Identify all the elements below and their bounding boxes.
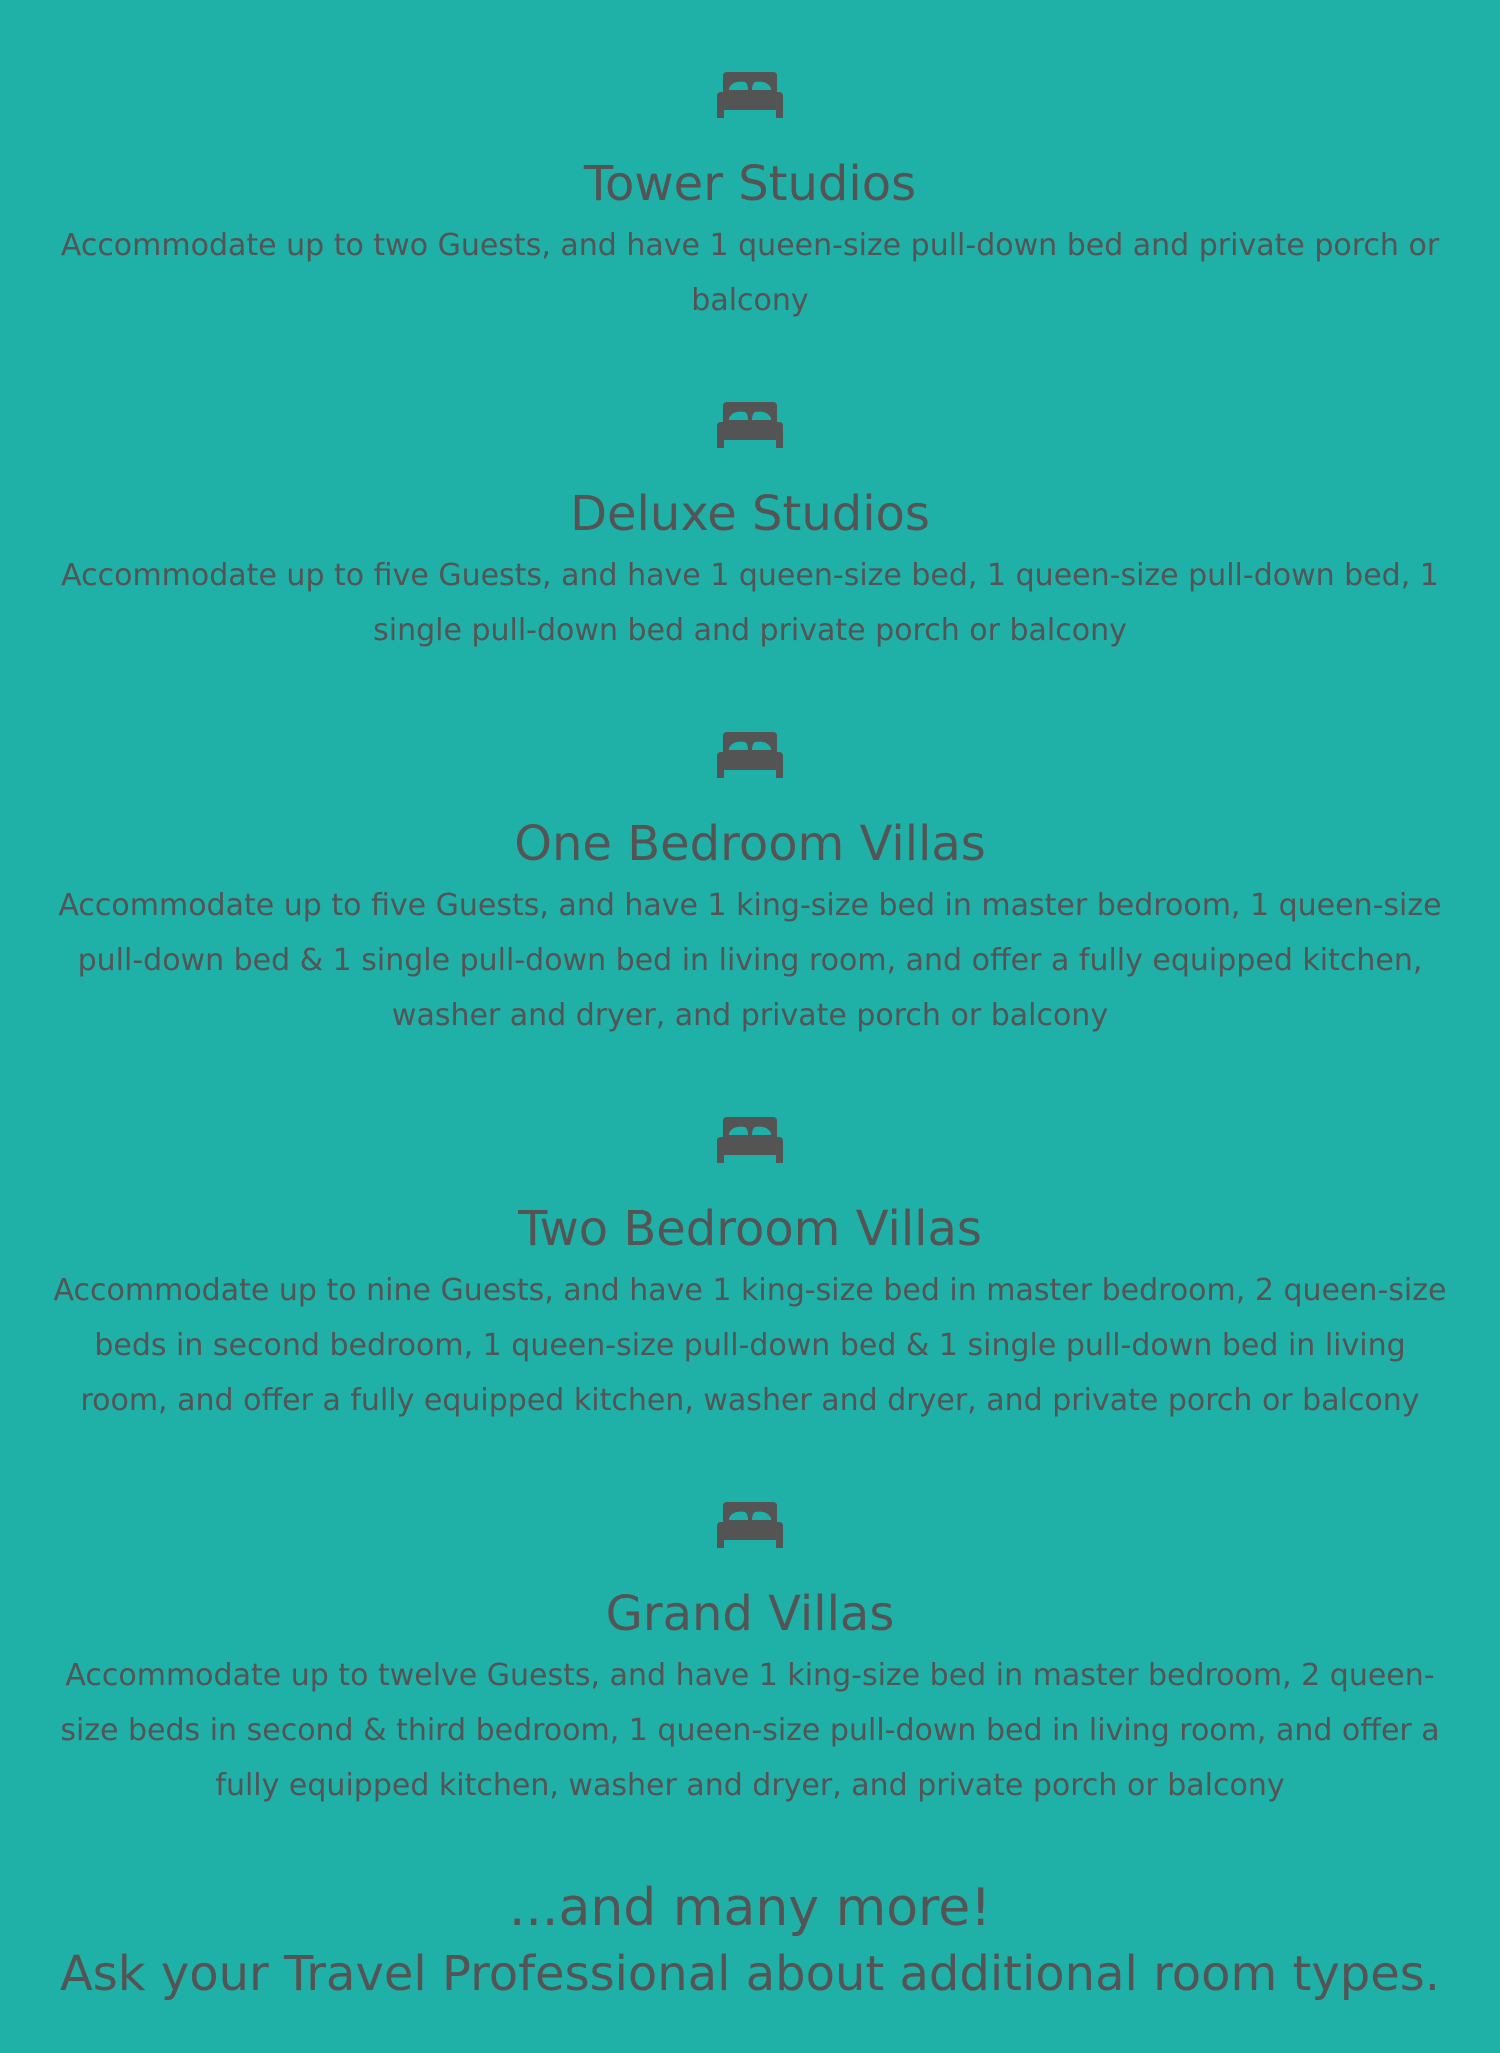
room-title: Two Bedroom Villas (518, 1201, 982, 1257)
room-description: Accommodate up to five Guests, and have 1 queen-size bed, 1 queen-size pull-down bed, 1 single pull-down bed and private porch or balcony (61, 558, 1439, 648)
bed-icon (717, 1500, 783, 1548)
room-description: Accommodate up to five Guests, and have 1 king-size bed in master bedroom, 1 queen-size pull-down bed & 1 single pull-down bed in living room, and offer a fully equipped kitchen, washer and dryer, and private porch or balcony (58, 888, 1442, 1033)
bed-icon (717, 70, 783, 118)
room-title: Tower Studios (583, 156, 917, 212)
room-title: Deluxe Studios (570, 486, 930, 542)
closing-message (0, 1875, 1500, 2007)
room-deluxe-studios (50, 400, 1450, 658)
room-description: Accommodate up to two Guests, and have 1 queen-size pull-down bed and private porch or balcony (60, 228, 1440, 318)
room-two-bedroom-villas (50, 1115, 1450, 1428)
room-one-bedroom-villas (50, 730, 1450, 1043)
bed-icon (717, 730, 783, 778)
room-grand-villas (50, 1500, 1450, 1813)
room-title: One Bedroom Villas (514, 816, 986, 872)
room-title: Grand Villas (605, 1586, 895, 1642)
closing-headline: ...and many more! (508, 1878, 992, 1938)
room-description: Accommodate up to twelve Guests, and have 1 king-size bed in master bedroom, 2 queen-size beds in second & third bedroom, 1 queen-size pull-down bed in living room, and offer a fully equipped kitchen, washer and dryer, and private porch or balcony (60, 1658, 1440, 1803)
bed-icon (717, 400, 783, 448)
room-description: Accommodate up to nine Guests, and have 1 king-size bed in master bedroom, 2 queen-size beds in second bedroom, 1 queen-size pull-down bed & 1 single pull-down bed in living room, and offer a fully equipped kitchen, washer and dryer, and private porch or balcony (53, 1273, 1447, 1418)
closing-callout: Ask your Travel Professional about additional room types. (59, 1946, 1441, 2002)
bed-icon (717, 1115, 783, 1163)
room-tower-studios (50, 70, 1450, 328)
